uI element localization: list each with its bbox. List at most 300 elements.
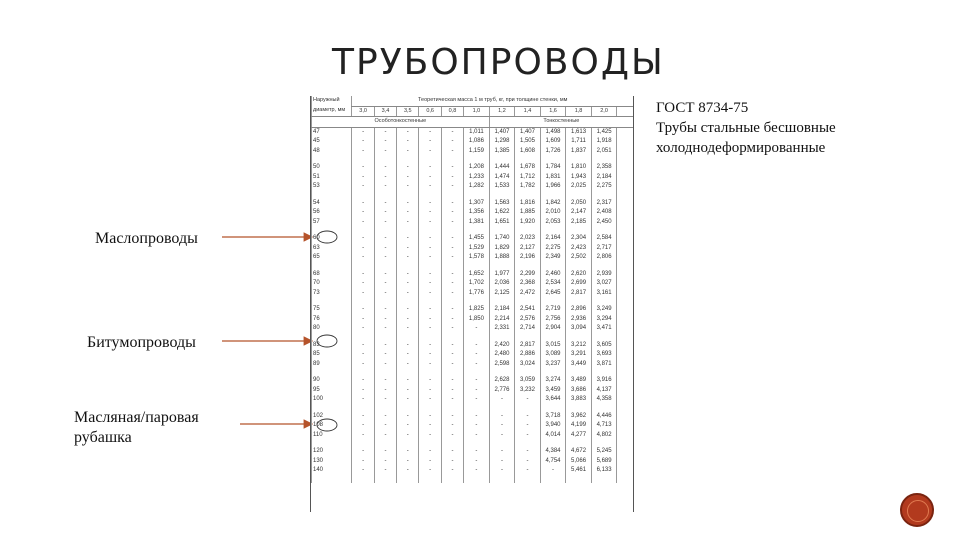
table-cell-mass: -	[419, 341, 441, 351]
table-cell-cut	[617, 447, 633, 457]
table-cell-mass: -	[464, 376, 490, 386]
table-gap-cell	[419, 334, 441, 341]
table-gap-cell	[591, 440, 617, 447]
table-cell-diameter: 63	[312, 244, 352, 254]
table-cell-mass: -	[441, 218, 463, 228]
table-cell-mass: -	[441, 457, 463, 467]
table-cell-mass: 3,693	[591, 350, 617, 360]
table-row	[312, 147, 634, 157]
table-cell-mass: -	[419, 137, 441, 147]
table-cell-mass: -	[397, 447, 419, 457]
table-cell-mass: 6,133	[591, 466, 617, 476]
table-cell-mass: 3,871	[591, 360, 617, 370]
table-row	[312, 199, 634, 209]
table-cell-mass: 2,628	[489, 376, 515, 386]
table-cell-mass: 2,502	[566, 253, 592, 263]
table-cell-mass: 1,885	[515, 208, 541, 218]
table-group-gap	[312, 405, 634, 412]
table-cell-mass: 2,304	[566, 234, 592, 244]
table-cell-mass: -	[374, 173, 396, 183]
table-gap-cell	[397, 227, 419, 234]
table-gap-cell	[312, 192, 352, 199]
table-row	[312, 208, 634, 218]
table-cell-mass: 2,214	[489, 315, 515, 325]
table-cell-mass: 1,831	[540, 173, 566, 183]
table-cell-mass: 1,444	[489, 163, 515, 173]
table-gap-cell	[566, 298, 592, 305]
table-cell-mass: 3,449	[566, 360, 592, 370]
table-cell-mass: -	[419, 234, 441, 244]
table-cell-mass: -	[352, 457, 374, 467]
table-gap-cell	[591, 298, 617, 305]
table-cell-mass: 1,810	[566, 163, 592, 173]
table-group-right: Тонкостенные	[489, 117, 633, 128]
table-cell-mass: -	[352, 279, 374, 289]
table-cell-mass: -	[441, 199, 463, 209]
table-gap-cell	[419, 263, 441, 270]
table-cell-mass: 4,199	[566, 421, 592, 431]
table-group-gap	[312, 440, 634, 447]
table-gap-cell	[464, 192, 490, 199]
table-cell-mass: -	[352, 395, 374, 405]
table-row	[312, 218, 634, 228]
table-gap-cell	[352, 405, 374, 412]
table-gap-cell	[312, 156, 352, 163]
table-cell-mass: -	[419, 253, 441, 263]
table-cell-mass: -	[489, 466, 515, 476]
table-cell-mass: 3,089	[540, 350, 566, 360]
thickness-header: 0,8	[441, 106, 463, 117]
table-cell-mass: 3,249	[591, 305, 617, 315]
table-gap-cell	[397, 192, 419, 199]
table-gap-cell	[352, 298, 374, 305]
table-cell-mass: -	[419, 324, 441, 334]
table-row	[312, 270, 634, 280]
table-cell-mass: 4,014	[540, 431, 566, 441]
table-cell-mass: -	[441, 234, 463, 244]
table-cell-mass: -	[419, 173, 441, 183]
table-gap-cell	[566, 227, 592, 234]
table-gap-cell	[566, 369, 592, 376]
table-cell-mass: -	[515, 421, 541, 431]
table-cell-mass: -	[352, 137, 374, 147]
table-cell-diameter: 120	[312, 447, 352, 457]
table-cell-mass: 3,883	[566, 395, 592, 405]
table-cell-diameter: 102	[312, 412, 352, 422]
table-gap-cell	[515, 369, 541, 376]
table-cell-diameter: 56	[312, 208, 352, 218]
table-cell-mass: -	[441, 466, 463, 476]
table-cell-mass: -	[397, 324, 419, 334]
table-cell-mass: 1,609	[540, 137, 566, 147]
table-group-gap	[312, 298, 634, 305]
table-cell-mass: 1,712	[515, 173, 541, 183]
table-cell-mass: -	[352, 421, 374, 431]
table-cell-mass: 2,939	[591, 270, 617, 280]
table-cell-mass: -	[419, 376, 441, 386]
table-cell-diameter: 108	[312, 421, 352, 431]
table-cell-cut	[617, 173, 633, 183]
table-cell-mass: -	[441, 289, 463, 299]
table-cell-mass: -	[441, 431, 463, 441]
table-gap-cell	[540, 369, 566, 376]
table-cell-mass: 4,446	[591, 412, 617, 422]
table-cell-mass: -	[374, 421, 396, 431]
table-cell-mass: 2,125	[489, 289, 515, 299]
table-row	[312, 421, 634, 431]
table-cell-mass: 3,916	[591, 376, 617, 386]
table-cell-mass: 1,613	[566, 127, 592, 137]
table-cell-mass: 1,888	[489, 253, 515, 263]
table-cell-mass: -	[515, 457, 541, 467]
table-cell-mass: 2,196	[515, 253, 541, 263]
table-cell-mass: 3,644	[540, 395, 566, 405]
table-gap-cell	[441, 227, 463, 234]
table-cell-diameter: 130	[312, 457, 352, 467]
table-cell-mass: 5,245	[591, 447, 617, 457]
table-cell-mass: 1,455	[464, 234, 490, 244]
table-cell-mass: -	[352, 147, 374, 157]
table-cell-mass: -	[464, 395, 490, 405]
table-cell-mass: 3,686	[566, 386, 592, 396]
table-cell-mass: -	[374, 341, 396, 351]
table-cell-mass: 2,936	[566, 315, 592, 325]
table-gap-cell	[489, 227, 515, 234]
table-row	[312, 253, 634, 263]
table-cell-diameter: 75	[312, 305, 352, 315]
table-cell-mass: 3,161	[591, 289, 617, 299]
table-cell-mass: -	[419, 412, 441, 422]
table-gap-cell	[419, 227, 441, 234]
table-cell-mass: 3,718	[540, 412, 566, 422]
table-cell-mass: 2,756	[540, 315, 566, 325]
table-cell-mass: -	[374, 315, 396, 325]
table-gap-cell	[464, 476, 490, 483]
table-cell-mass: 2,349	[540, 253, 566, 263]
table-cell-mass: -	[397, 457, 419, 467]
table-cell-mass: 3,294	[591, 315, 617, 325]
table-cell-mass: 2,541	[515, 305, 541, 315]
thickness-header: 1,4	[515, 106, 541, 117]
table-row	[312, 163, 634, 173]
table-cell-mass: -	[374, 279, 396, 289]
table-cell-mass: 1,652	[464, 270, 490, 280]
table-gap-cell	[419, 476, 441, 483]
table-cell-cut	[617, 163, 633, 173]
table-cell-mass: 1,740	[489, 234, 515, 244]
table-gap-cell	[312, 334, 352, 341]
table-cell-mass: 3,471	[591, 324, 617, 334]
table-gap-cell	[566, 405, 592, 412]
table-cell-mass: -	[374, 199, 396, 209]
table-cell-mass: -	[352, 127, 374, 137]
gost-description-line2: холоднодеформированные	[656, 140, 826, 156]
table-cell-mass: 1,529	[464, 244, 490, 254]
label-oil-pipelines: Маслопроводы	[95, 230, 198, 247]
table-cell-mass: -	[374, 431, 396, 441]
table-cell-mass: 2,620	[566, 270, 592, 280]
table-cell-mass: -	[397, 244, 419, 254]
table-gap-cell	[441, 334, 463, 341]
table-gap-cell	[312, 369, 352, 376]
table-cell-mass: -	[374, 457, 396, 467]
table-cell-mass: 2,331	[489, 324, 515, 334]
table-gap-cell	[419, 156, 441, 163]
table-cell-mass: 2,534	[540, 279, 566, 289]
table-cell-mass: 4,384	[540, 447, 566, 457]
table-cell-mass: 2,036	[489, 279, 515, 289]
table-group-gap	[312, 227, 634, 234]
table-gap-cell	[489, 156, 515, 163]
table-cell-mass: 3,015	[540, 341, 566, 351]
table-cell-mass: 1,622	[489, 208, 515, 218]
table-gap-cell	[464, 298, 490, 305]
table-cell-mass: -	[397, 270, 419, 280]
table-cell-mass: -	[374, 360, 396, 370]
table-cell-mass: 1,608	[515, 147, 541, 157]
table-cell-mass: -	[397, 350, 419, 360]
table-gap-cell	[397, 440, 419, 447]
table-gap-cell	[617, 369, 633, 376]
table-cell-mass: 3,024	[515, 360, 541, 370]
table-gap-cell	[374, 405, 396, 412]
table-cell-cut	[617, 289, 633, 299]
table-cell-mass: 1,425	[591, 127, 617, 137]
table-cell-diameter: 70	[312, 279, 352, 289]
table-row	[312, 350, 634, 360]
table-cell-mass: -	[441, 173, 463, 183]
table-cell-mass: -	[419, 289, 441, 299]
table-cell-mass: 3,291	[566, 350, 592, 360]
table-gap-cell	[566, 156, 592, 163]
table-cell-mass: -	[374, 137, 396, 147]
table-gap-cell	[352, 440, 374, 447]
table-gap-cell	[617, 263, 633, 270]
table-gap-cell	[540, 298, 566, 305]
table-cell-cut	[617, 421, 633, 431]
table-cell-diameter: 48	[312, 147, 352, 157]
table-cell-mass: 1,533	[489, 182, 515, 192]
table-gap-cell	[617, 156, 633, 163]
table-gap-cell	[419, 369, 441, 376]
table-cell-mass: 3,962	[566, 412, 592, 422]
table-cell-mass: -	[419, 279, 441, 289]
table-cell-mass: 1,829	[489, 244, 515, 254]
thickness-header: 3,0	[352, 106, 374, 117]
table-cell-mass: -	[352, 360, 374, 370]
table-cell-mass: 3,237	[540, 360, 566, 370]
table-cell-diameter: 83	[312, 341, 352, 351]
table-group-gap	[312, 369, 634, 376]
table-cell-mass: 1,920	[515, 218, 541, 228]
table-gap-cell	[591, 334, 617, 341]
table-gap-cell	[441, 298, 463, 305]
table-cell-mass: 1,966	[540, 182, 566, 192]
table-cell-mass: 4,137	[591, 386, 617, 396]
table-cell-mass: 2,480	[489, 350, 515, 360]
table-gap-cell	[419, 440, 441, 447]
table-cell-mass: 4,277	[566, 431, 592, 441]
table-cell-diameter: 65	[312, 253, 352, 263]
table-cell-diameter: 47	[312, 127, 352, 137]
table-gap-cell	[441, 192, 463, 199]
label-bitumen-pipelines: Битумопроводы	[87, 334, 196, 351]
table-cell-mass: 2,408	[591, 208, 617, 218]
table-cell-mass: -	[352, 253, 374, 263]
decorative-seal-icon	[900, 493, 934, 527]
table-group-gap	[312, 263, 634, 270]
table-cell-mass: 3,940	[540, 421, 566, 431]
table-cell-mass: -	[397, 412, 419, 422]
table-cell-mass: 1,298	[489, 137, 515, 147]
table-cell-cut	[617, 208, 633, 218]
table-gap-cell	[374, 476, 396, 483]
table-gap-cell	[352, 227, 374, 234]
table-cell-mass: -	[515, 395, 541, 405]
table-cell-mass: -	[397, 163, 419, 173]
table-gap-cell	[397, 156, 419, 163]
table-cell-mass: -	[515, 447, 541, 457]
table-gap-cell	[352, 476, 374, 483]
table-cell-mass: -	[464, 431, 490, 441]
table-cell-mass: -	[441, 395, 463, 405]
table-cell-mass: -	[397, 137, 419, 147]
table-cell-mass: -	[352, 386, 374, 396]
table-cell-mass: -	[374, 412, 396, 422]
table-gap-cell	[352, 192, 374, 199]
table-cell-mass: 4,754	[540, 457, 566, 467]
table-gap-cell	[489, 440, 515, 447]
table-header-diameter: Наружный диаметр, мм	[312, 96, 352, 117]
table-cell-mass: 1,011	[464, 127, 490, 137]
table-gap-cell	[515, 440, 541, 447]
table-gap-cell	[352, 156, 374, 163]
table-cell-diameter: 53	[312, 182, 352, 192]
table-cell-cut	[617, 386, 633, 396]
table-cell-mass: 1,850	[464, 315, 490, 325]
table-cell-mass: 2,299	[515, 270, 541, 280]
table-cell-diameter: 85	[312, 350, 352, 360]
label-jacket-line2: рубашка	[74, 429, 132, 446]
table-cell-mass: -	[352, 447, 374, 457]
table-cell-cut	[617, 324, 633, 334]
table-cell-mass: -	[441, 324, 463, 334]
table-cell-mass: 2,423	[566, 244, 592, 254]
table-cell-mass: -	[397, 279, 419, 289]
table-row	[312, 376, 634, 386]
table-cell-mass: 1,678	[515, 163, 541, 173]
table-gap-cell	[464, 227, 490, 234]
table-cell-cut	[617, 466, 633, 476]
table-cell-mass: -	[441, 376, 463, 386]
table-gap-cell	[397, 405, 419, 412]
table-gap-cell	[464, 334, 490, 341]
table-cell-mass: 1,578	[464, 253, 490, 263]
table-cell-mass: 2,886	[515, 350, 541, 360]
table-gap-cell	[617, 440, 633, 447]
table-cell-mass: 2,025	[566, 182, 592, 192]
table-cell-mass: -	[464, 360, 490, 370]
table-cell-mass: 2,127	[515, 244, 541, 254]
table-gap-cell	[617, 298, 633, 305]
table-cell-mass: 2,450	[591, 218, 617, 228]
table-cell-mass: 1,233	[464, 173, 490, 183]
table-cell-mass: -	[441, 315, 463, 325]
table-cell-mass: -	[464, 386, 490, 396]
table-cell-cut	[617, 457, 633, 467]
table-cell-mass: -	[441, 412, 463, 422]
table-cell-mass: -	[352, 289, 374, 299]
table-gap-cell	[441, 476, 463, 483]
table-group-gap	[312, 192, 634, 199]
table-cell-mass: -	[441, 421, 463, 431]
table-cell-mass: -	[441, 253, 463, 263]
table-cell-mass: 1,307	[464, 199, 490, 209]
table-gap-cell	[397, 334, 419, 341]
table-cell-mass: -	[419, 208, 441, 218]
table-gap-cell	[397, 263, 419, 270]
table-gap-cell	[397, 298, 419, 305]
table-cell-diameter: 100	[312, 395, 352, 405]
table-gap-cell	[540, 263, 566, 270]
table-cell-mass: 1,784	[540, 163, 566, 173]
table-cell-mass: 1,943	[566, 173, 592, 183]
table-cell-diameter: 50	[312, 163, 352, 173]
table-gap-cell	[540, 334, 566, 341]
table-cell-mass: 1,498	[540, 127, 566, 137]
table-gap-cell	[464, 263, 490, 270]
table-cell-diameter: 89	[312, 360, 352, 370]
table-cell-mass: 4,672	[566, 447, 592, 457]
table-gap-cell	[566, 476, 592, 483]
thickness-header: 2,0	[591, 106, 617, 117]
table-cell-diameter: 73	[312, 289, 352, 299]
table-gap-cell	[489, 476, 515, 483]
table-cell-mass: 3,232	[515, 386, 541, 396]
table-gap-cell	[441, 263, 463, 270]
table-cell-mass: 2,053	[540, 218, 566, 228]
table-gap-cell	[566, 334, 592, 341]
table-gap-cell	[515, 405, 541, 412]
label-jacket	[74, 408, 199, 448]
table-gap-cell	[566, 440, 592, 447]
table-cell-cut	[617, 305, 633, 315]
table-cell-mass: -	[419, 315, 441, 325]
table-cell-mass: 3,605	[591, 341, 617, 351]
table-cell-mass: 2,147	[566, 208, 592, 218]
table-cell-mass: -	[441, 350, 463, 360]
table-cell-mass: 1,505	[515, 137, 541, 147]
table-cell-mass: -	[352, 305, 374, 315]
gost-caption	[656, 98, 836, 158]
table-cell-diameter: 90	[312, 376, 352, 386]
table-cell-mass: 2,275	[540, 244, 566, 254]
table-cell-mass: -	[441, 386, 463, 396]
table-cell-mass: 4,802	[591, 431, 617, 441]
thickness-header: 1,8	[566, 106, 592, 117]
table-row	[312, 431, 634, 441]
table-cell-mass: 2,472	[515, 289, 541, 299]
table-group-gap	[312, 476, 634, 483]
table-cell-mass: -	[374, 147, 396, 157]
table-cell-mass: -	[352, 466, 374, 476]
table-gap-cell	[540, 476, 566, 483]
table-cell-mass: -	[397, 218, 419, 228]
table-gap-cell	[591, 476, 617, 483]
table-cell-mass: 3,459	[540, 386, 566, 396]
table-cell-cut	[617, 350, 633, 360]
table-cell-mass: -	[419, 457, 441, 467]
